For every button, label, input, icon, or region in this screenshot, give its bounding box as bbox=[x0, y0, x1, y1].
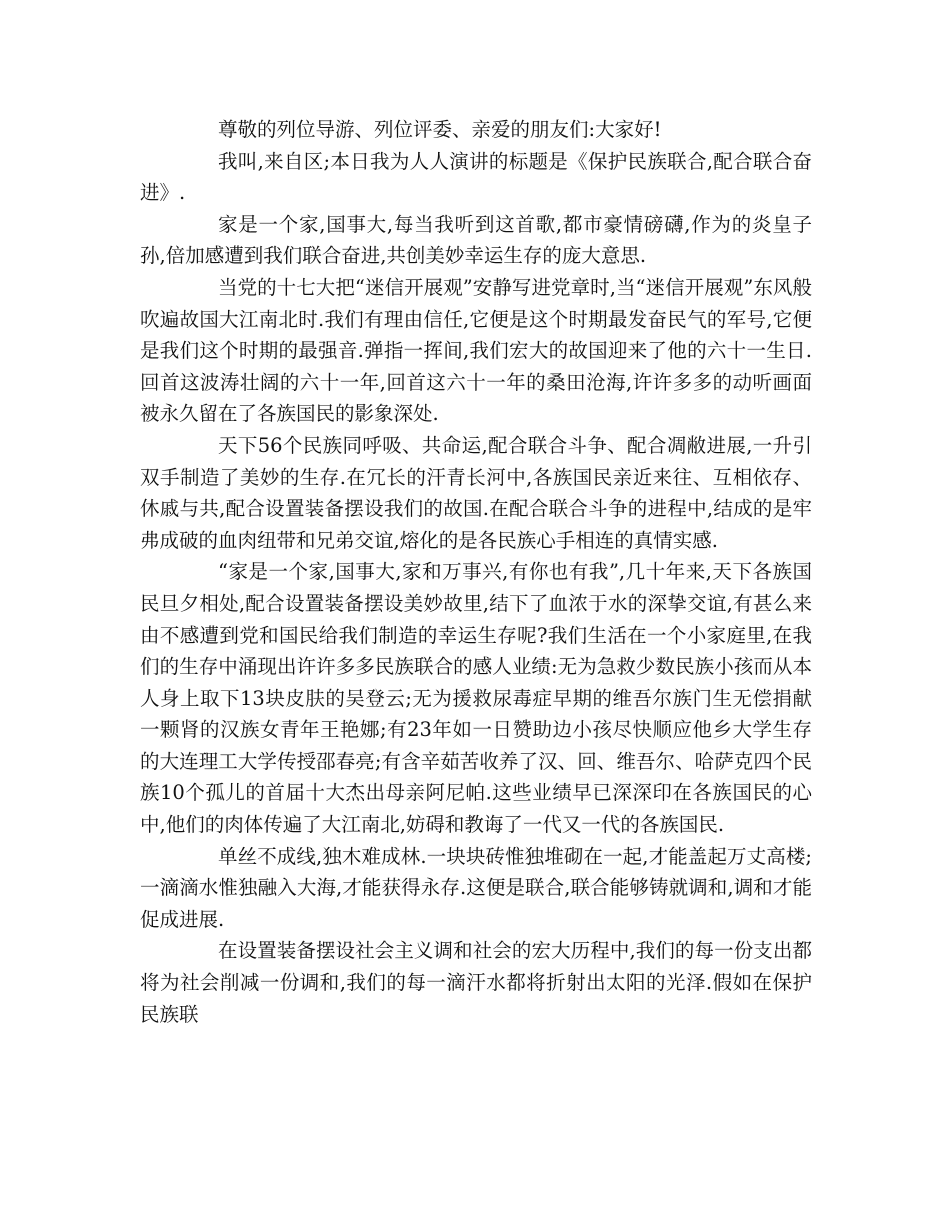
paragraph-greeting: 尊敬的列位导游、列位评委、亲爱的朋友们:大家好! bbox=[218, 118, 662, 141]
document-body bbox=[140, 114, 812, 1030]
paragraph-home-and-country: 家是一个家,国事大,每当我听到这首歌,都市豪情磅礴,作为的炎皇子孙,倍加感遭到我们联合奋进,共创美妙幸运生存的庞大意思. bbox=[140, 212, 812, 268]
paragraph-unity-metaphor: 单丝不成线,独木难成林.一块块砖惟独堆砌在一起,才能盖起万丈高楼;一滴滴水惟独融入大海,才能获得永存.这便是联合,联合能够铸就调和,调和才能促成进展. bbox=[140, 844, 812, 931]
paragraph-introduction: 我叫,来自区;本日我为人人演讲的标题是《保护民族联合,配合联合奋进》. bbox=[140, 149, 812, 205]
paragraph-unity-stories: “家是一个家,国事大,家和万事兴,有你也有我”,几十年来,天下各族国民旦夕相处,配合设置装备摆设美妙故里,结下了血浓于水的深挚交谊,有甚么来由不感遭到党和国民给我们制造的幸运生存呢?我们生活在一个小家庭里,在我们的生存中涌现出许许多多民族联合的感人业绩:无为急救少数民族小孩而从本人身上取下13块皮肤的吴登云;无为援救尿毒症早期的维吾尔族门生无偿捐献一颗肾的汉族女青年王艳娜;有23年如一日赞助边小孩尽快顺应他乡大学生存的大连理工大学传授邵春亮;有含辛茹苦收养了汉、回、维吾尔、哈萨克四个民族10个孤儿的首届十大杰出母亲阿尼帕.这些业绩早已深深印在各族国民的心中,他们的肉体传遍了大江南北,妨碍和教诲了一代又一代的各族国民. bbox=[140, 560, 812, 837]
paragraph-56-ethnic-groups: 天下56个民族同呼吸、共命运,配合联合斗争、配合凋敝进展,一升引双手制造了美妙的生存.在冗长的汗青长河中,各族国民亲近来往、互相依存、休戚与共,配合设置装备摆设我们的故国.在配合联合斗争的进程中,结成的是牢弗成破的血肉纽带和兄弟交谊,熔化的是各民族心手相连的真情实感. bbox=[140, 433, 812, 552]
paragraph-harmonious-society: 在设置装备摆设社会主义调和社会的宏大历程中,我们的每一份支出都将为社会削减一份调和,我们的每一滴汗水都将折射出太阳的光泽.假如在保护民族联 bbox=[140, 939, 812, 1026]
paragraph-scientific-outlook: 当党的十七大把“迷信开展观”安静写进党章时,当“迷信开展观”东风般吹遍故国大江南北时.我们有理由信任,它便是这个时期最发奋民气的军号,它便是我们这个时期的最强音.弹指一挥间,我们宏大的故国迎来了他的六十一生日.回首这波涛壮阔的六十一年,回首这六十一年的桑田沧海,许许多多的动听画面被永久留在了各族国民的影象深处. bbox=[140, 275, 812, 426]
